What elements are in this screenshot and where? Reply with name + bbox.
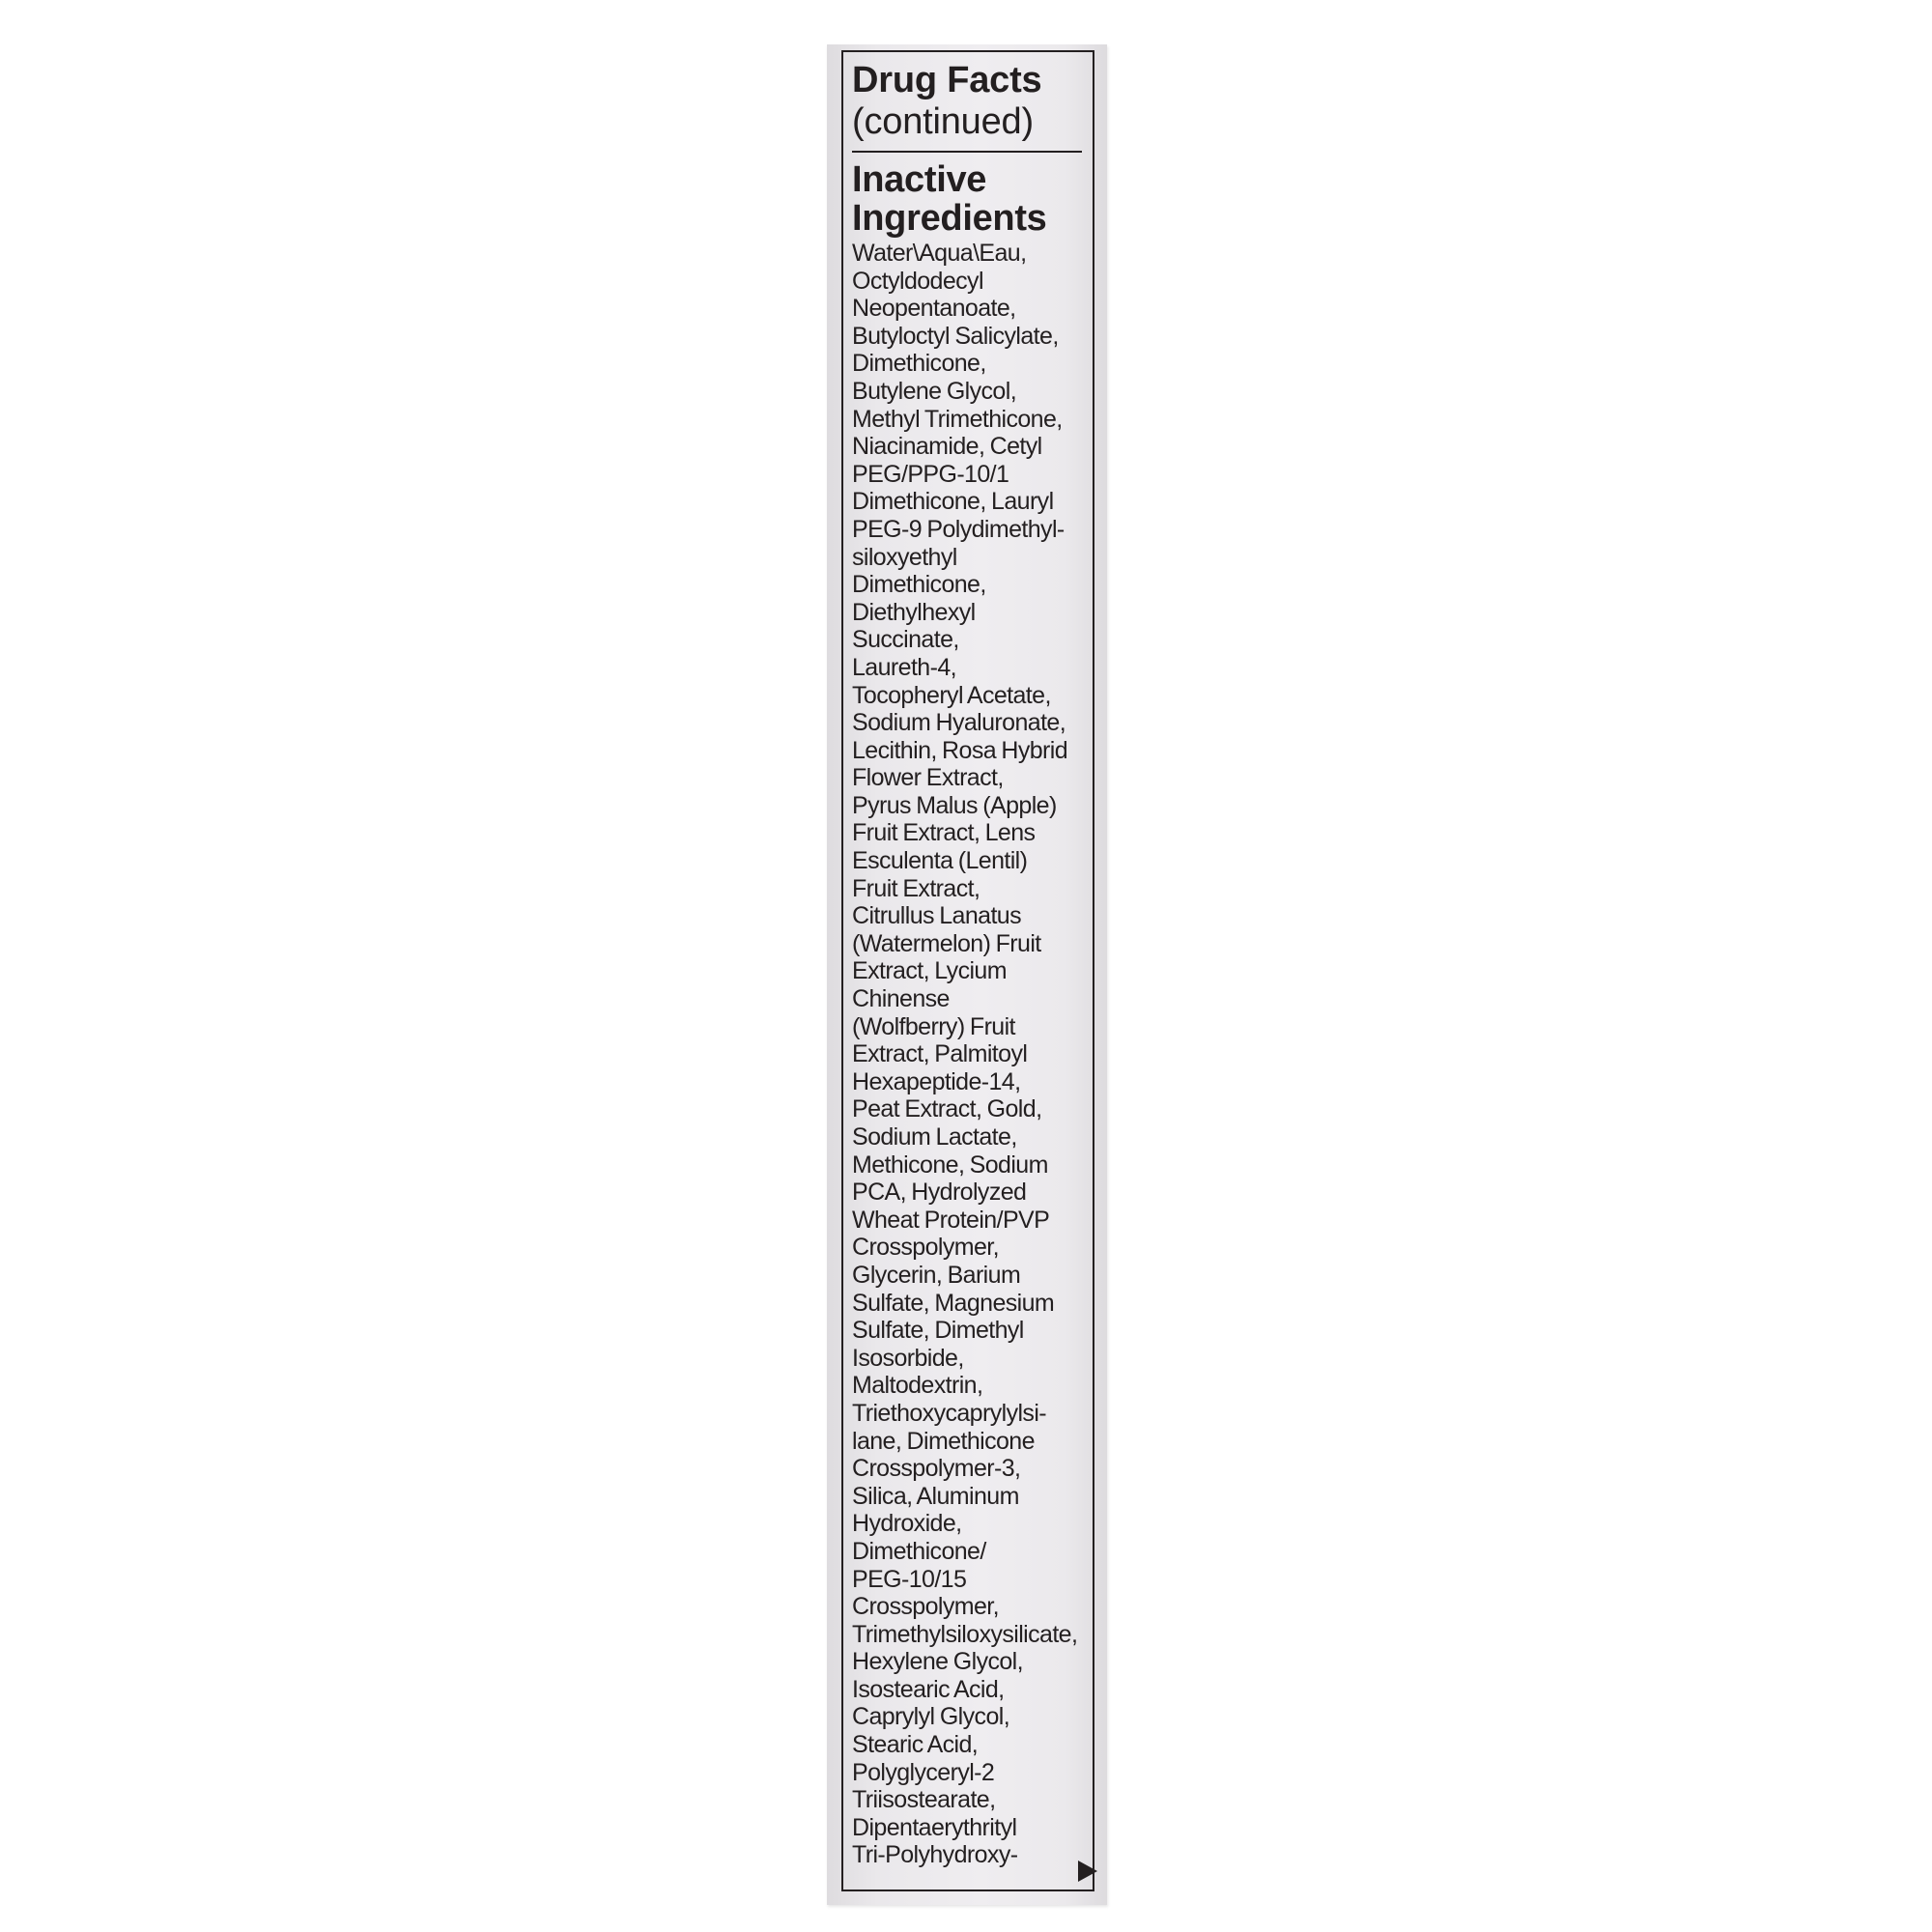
ingredient-line: Dimethicone, Lauryl bbox=[852, 488, 1054, 516]
ingredient-line: Lecithin, Rosa Hybrid bbox=[852, 736, 1068, 764]
ingredient-line: Fruit Extract, bbox=[852, 874, 980, 902]
ingredient-line: Peat Extract, Gold, bbox=[852, 1095, 1042, 1123]
ingredient-line: Butyloctyl Salicylate, bbox=[852, 322, 1059, 350]
ingredient-line: Silica, Aluminum bbox=[852, 1482, 1019, 1510]
ingredient-line: Isosorbide, bbox=[852, 1344, 964, 1372]
ingredient-line: Glycerin, Barium bbox=[852, 1261, 1021, 1289]
drug-facts-border bbox=[841, 50, 1094, 1891]
ingredient-line: Citrullus Lanatus bbox=[852, 902, 1022, 930]
ingredient-line: Isostearic Acid, bbox=[852, 1675, 1005, 1703]
ingredient-line: Succinate, bbox=[852, 626, 959, 654]
ingredient-line: Pyrus Malus (Apple) bbox=[852, 791, 1057, 819]
ingredient-line: Extract, Palmitoyl bbox=[852, 1040, 1028, 1068]
ingredient-line: Caprylyl Glycol, bbox=[852, 1703, 1010, 1731]
ingredient-line: Fruit Extract, Lens bbox=[852, 819, 1036, 847]
ingredients-list bbox=[852, 240, 1090, 1869]
drug-facts-content bbox=[852, 60, 1090, 1869]
ingredient-line: Dipentaerythrityl bbox=[852, 1813, 1017, 1841]
ingredient-line: Sulfate, Dimethyl bbox=[852, 1317, 1024, 1345]
section-divider bbox=[852, 151, 1082, 153]
ingredient-line: (Watermelon) Fruit bbox=[852, 929, 1041, 957]
ingredient-line: Triethoxycaprylylsi- bbox=[852, 1399, 1047, 1427]
ingredient-line: PCA, Hydrolyzed bbox=[852, 1179, 1027, 1207]
ingredient-line: Sulfate, Magnesium bbox=[852, 1289, 1055, 1317]
ingredient-line: Tocopheryl Acetate, bbox=[852, 681, 1051, 709]
ingredient-line: Butylene Glycol, bbox=[852, 377, 1017, 405]
ingredient-line: Crosspolymer-3, bbox=[852, 1455, 1021, 1483]
drug-facts-subtitle: (continued) bbox=[852, 101, 1034, 142]
ingredient-line: PEG-9 Polydimethyl- bbox=[852, 515, 1065, 543]
ingredient-line: Wheat Protein/PVP bbox=[852, 1206, 1050, 1234]
inactive-ingredients-heading bbox=[852, 160, 1090, 238]
ingredient-line: Extract, Lycium bbox=[852, 957, 1007, 985]
ingredient-line: Sodium Hyaluronate, bbox=[852, 709, 1066, 737]
ingredient-line: Neopentanoate, bbox=[852, 295, 1016, 323]
ingredient-line: Methicone, Sodium bbox=[852, 1151, 1048, 1179]
ingredient-line: Maltodextrin, bbox=[852, 1372, 983, 1400]
heading-text: Inactive Ingredients bbox=[852, 159, 1047, 239]
ingredient-line: Hydroxide, bbox=[852, 1510, 962, 1538]
ingredient-line: PEG/PPG-10/1 bbox=[852, 460, 1009, 488]
ingredient-line: lane, Dimethicone bbox=[852, 1427, 1035, 1455]
ingredient-line: Tri-Polyhydroxy- bbox=[852, 1841, 1018, 1869]
ingredient-line: PEG-10/15 bbox=[852, 1565, 967, 1593]
ingredient-line: Methyl Trimethicone, bbox=[852, 405, 1063, 433]
ingredient-line: Polyglyceryl-2 bbox=[852, 1758, 995, 1786]
ingredient-line: Chinense bbox=[852, 985, 950, 1013]
ingredient-line: Niacinamide, Cetyl bbox=[852, 433, 1042, 461]
ingredient-line: Dimethicone/ bbox=[852, 1537, 986, 1565]
ingredient-line: Crosspolymer, bbox=[852, 1593, 999, 1621]
ingredient-line: (Wolfberry) Fruit bbox=[852, 1012, 1015, 1040]
ingredient-line: Sodium Lactate, bbox=[852, 1123, 1017, 1151]
ingredient-line: Esculenta (Lentil) bbox=[852, 847, 1028, 875]
ingredient-line: Stearic Acid, bbox=[852, 1731, 979, 1759]
ingredient-line: Octyldodecyl bbox=[852, 267, 983, 295]
ingredient-line: Dimethicone, bbox=[852, 350, 986, 378]
continue-arrow-icon bbox=[1078, 1861, 1097, 1882]
drug-facts-panel bbox=[827, 44, 1107, 1905]
ingredient-line: siloxyethyl bbox=[852, 543, 957, 571]
ingredient-line: Hexylene Glycol, bbox=[852, 1648, 1023, 1676]
ingredient-line: Crosspolymer, bbox=[852, 1234, 999, 1262]
ingredient-line: Laureth-4, bbox=[852, 653, 956, 681]
ingredient-line: Flower Extract, bbox=[852, 764, 1004, 792]
ingredient-line: Dimethicone, bbox=[852, 571, 986, 599]
ingredient-line: Water\Aqua\Eau, bbox=[852, 240, 1027, 267]
ingredient-line: Trimethylsiloxysilicate, bbox=[852, 1620, 1078, 1648]
ingredient-line: Hexapeptide-14, bbox=[852, 1067, 1021, 1095]
drug-facts-title: Drug Facts bbox=[852, 60, 1042, 100]
ingredient-line: Triisostearate, bbox=[852, 1786, 996, 1814]
ingredient-line: Diethylhexyl bbox=[852, 598, 976, 626]
